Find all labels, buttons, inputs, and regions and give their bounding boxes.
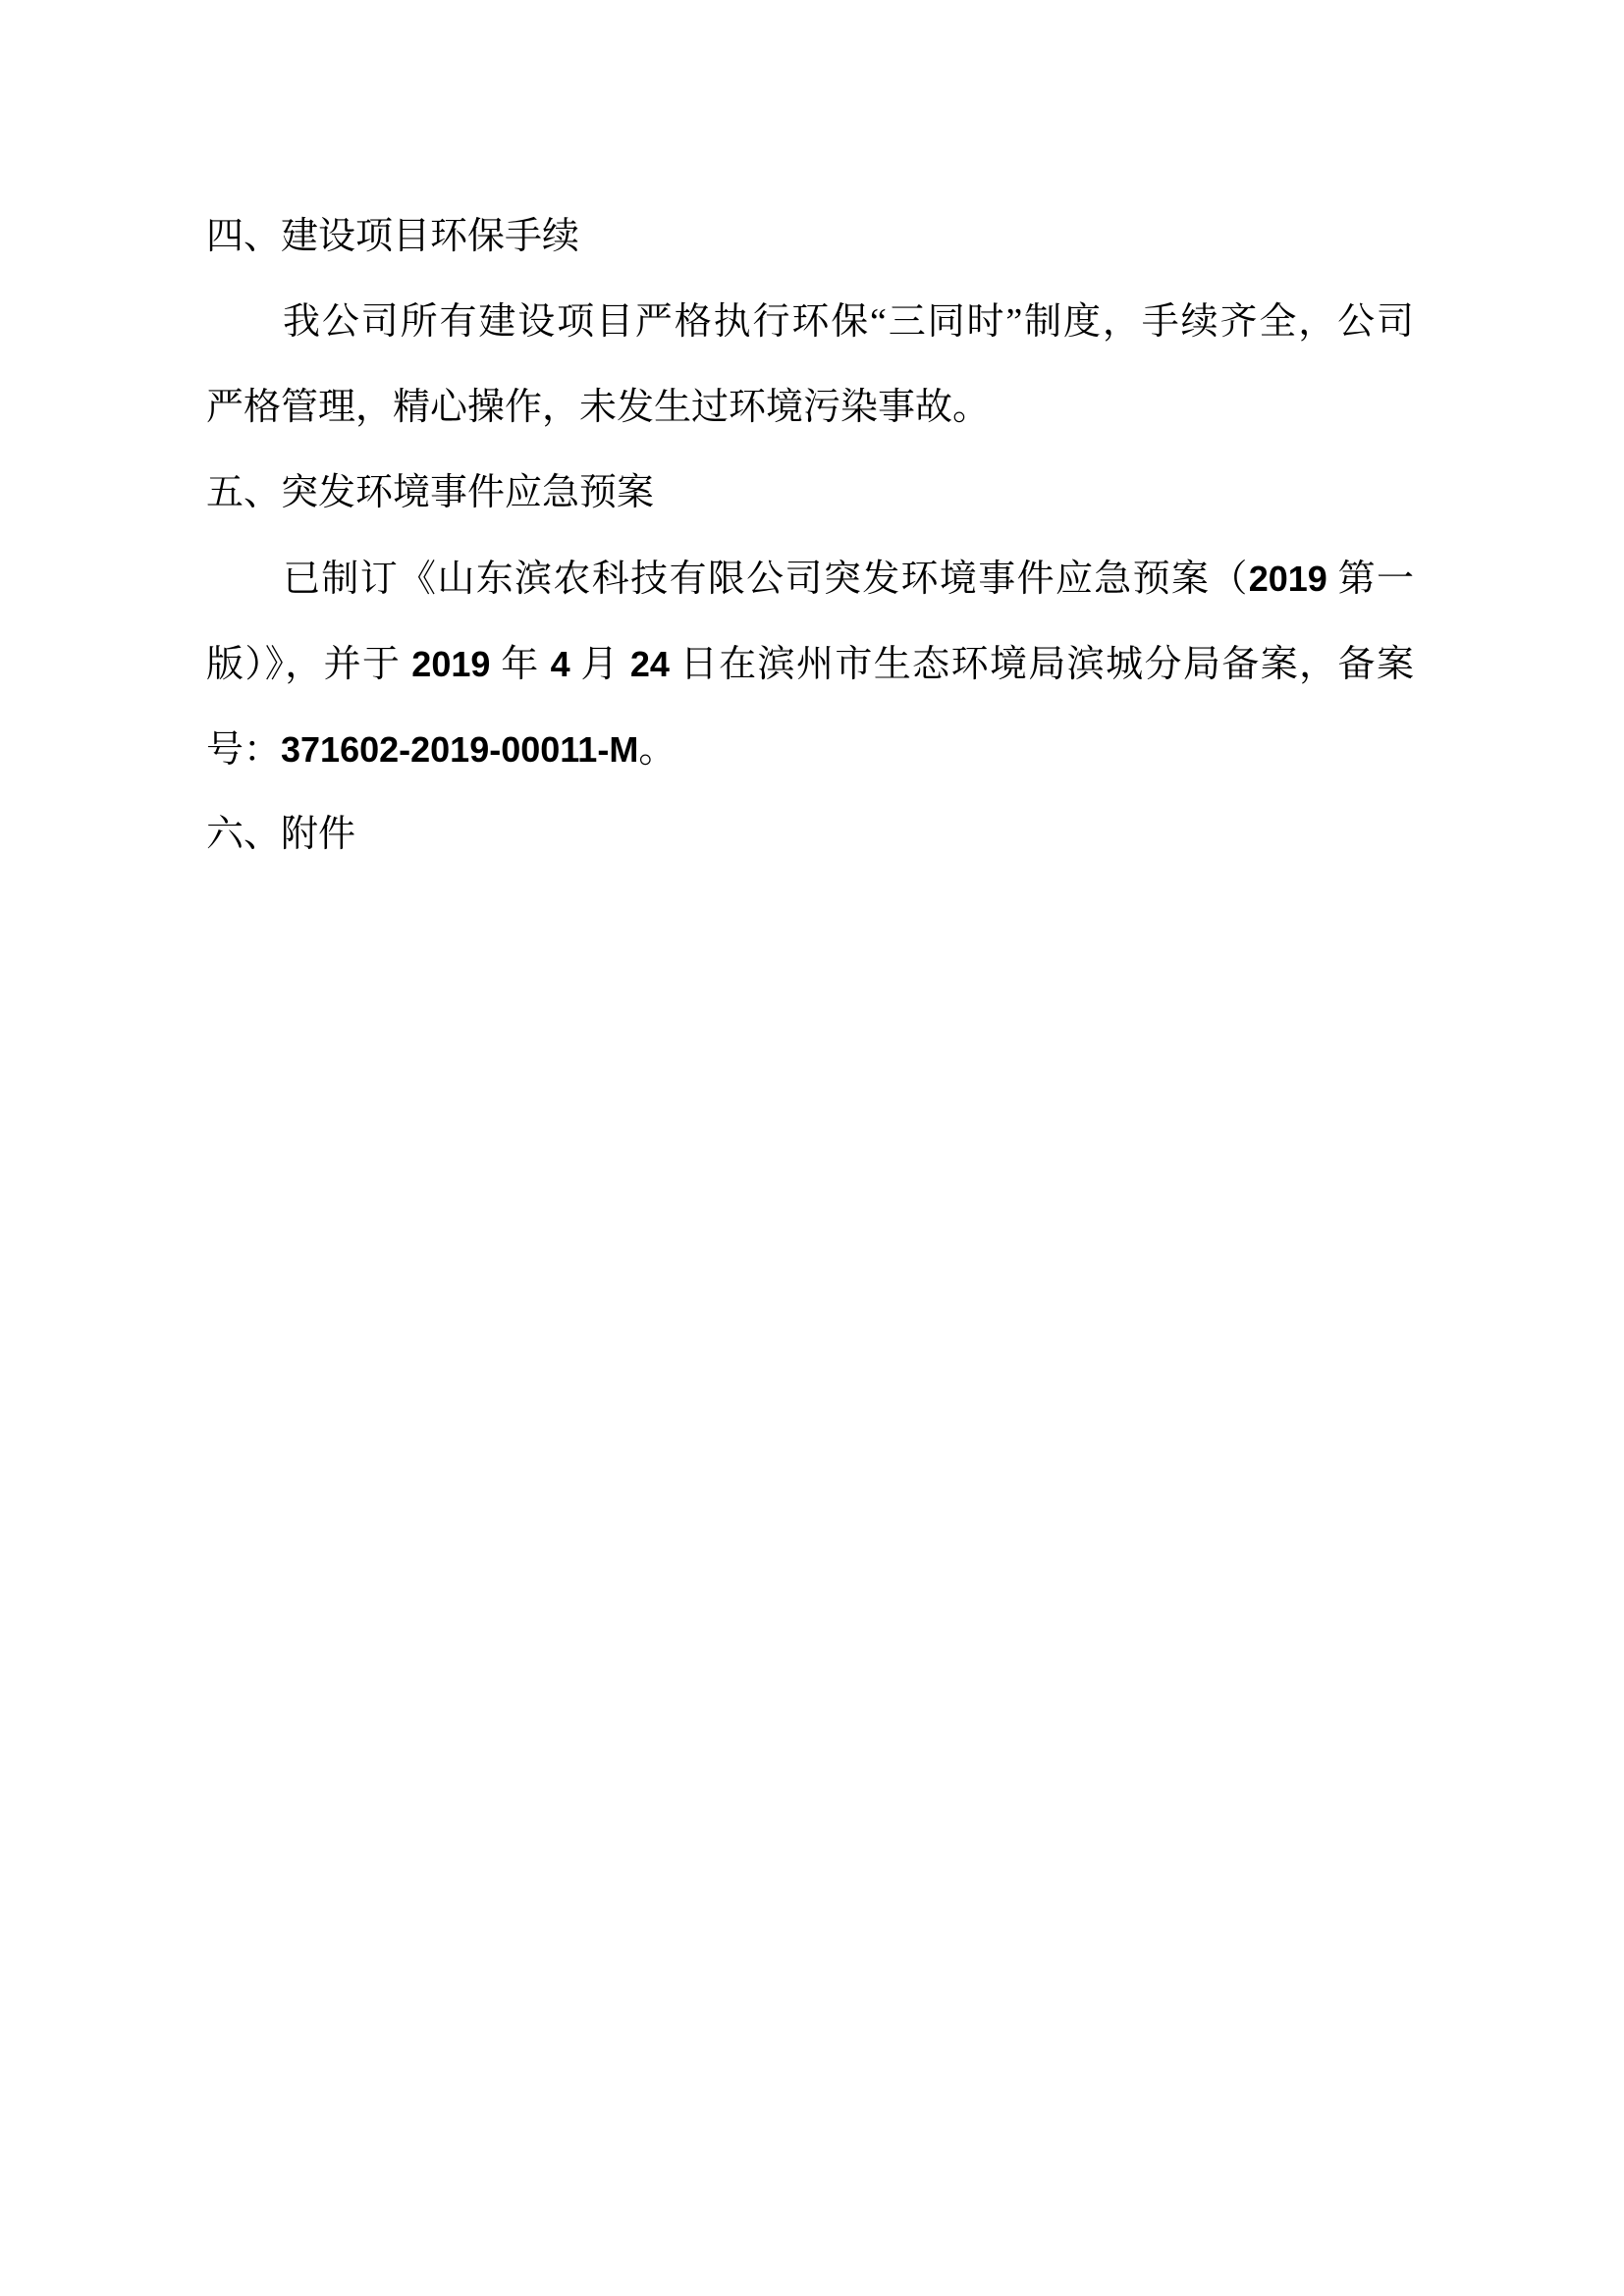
text-segment: 五、突发环境事件应急预案 bbox=[206, 472, 655, 513]
text-line bbox=[206, 707, 1414, 792]
text-segment: 年 bbox=[490, 644, 551, 685]
text-segment: 。 bbox=[638, 729, 677, 771]
text-segment: 371602-2019-00011-M bbox=[281, 729, 639, 770]
text-segment: 已制订《山东滨农科技有限公司突发环境事件应急预案（ bbox=[283, 559, 1249, 600]
text-segment: 严格管理，精心操作，未发生过环境污染事故。 bbox=[206, 387, 991, 428]
text-line bbox=[206, 365, 1414, 451]
text-segment: 第一 bbox=[1326, 559, 1414, 600]
text-segment: 2019 bbox=[1248, 559, 1327, 599]
text-segment: 号： bbox=[206, 729, 282, 771]
section-heading bbox=[206, 792, 1414, 878]
section-heading bbox=[206, 194, 1414, 280]
text-segment: 月 bbox=[569, 644, 630, 685]
text-segment: 24 bbox=[629, 644, 670, 684]
document-body bbox=[206, 194, 1414, 878]
text-line bbox=[206, 621, 1414, 707]
text-segment: 4 bbox=[550, 644, 570, 684]
text-segment: 版）》，并于 bbox=[206, 644, 412, 685]
section-heading bbox=[206, 451, 1414, 536]
text-segment: 我公司所有建设项目严格执行环保“三同时”制度，手续齐全，公司 bbox=[283, 301, 1414, 343]
text-line bbox=[206, 280, 1414, 365]
text-line bbox=[206, 536, 1414, 621]
text-segment: 六、附件 bbox=[206, 814, 356, 855]
text-segment: 日在滨州市生态环境局滨城分局备案，备案 bbox=[669, 644, 1414, 685]
text-segment: 2019 bbox=[411, 644, 491, 684]
text-segment: 四、建设项目环保手续 bbox=[206, 216, 580, 257]
